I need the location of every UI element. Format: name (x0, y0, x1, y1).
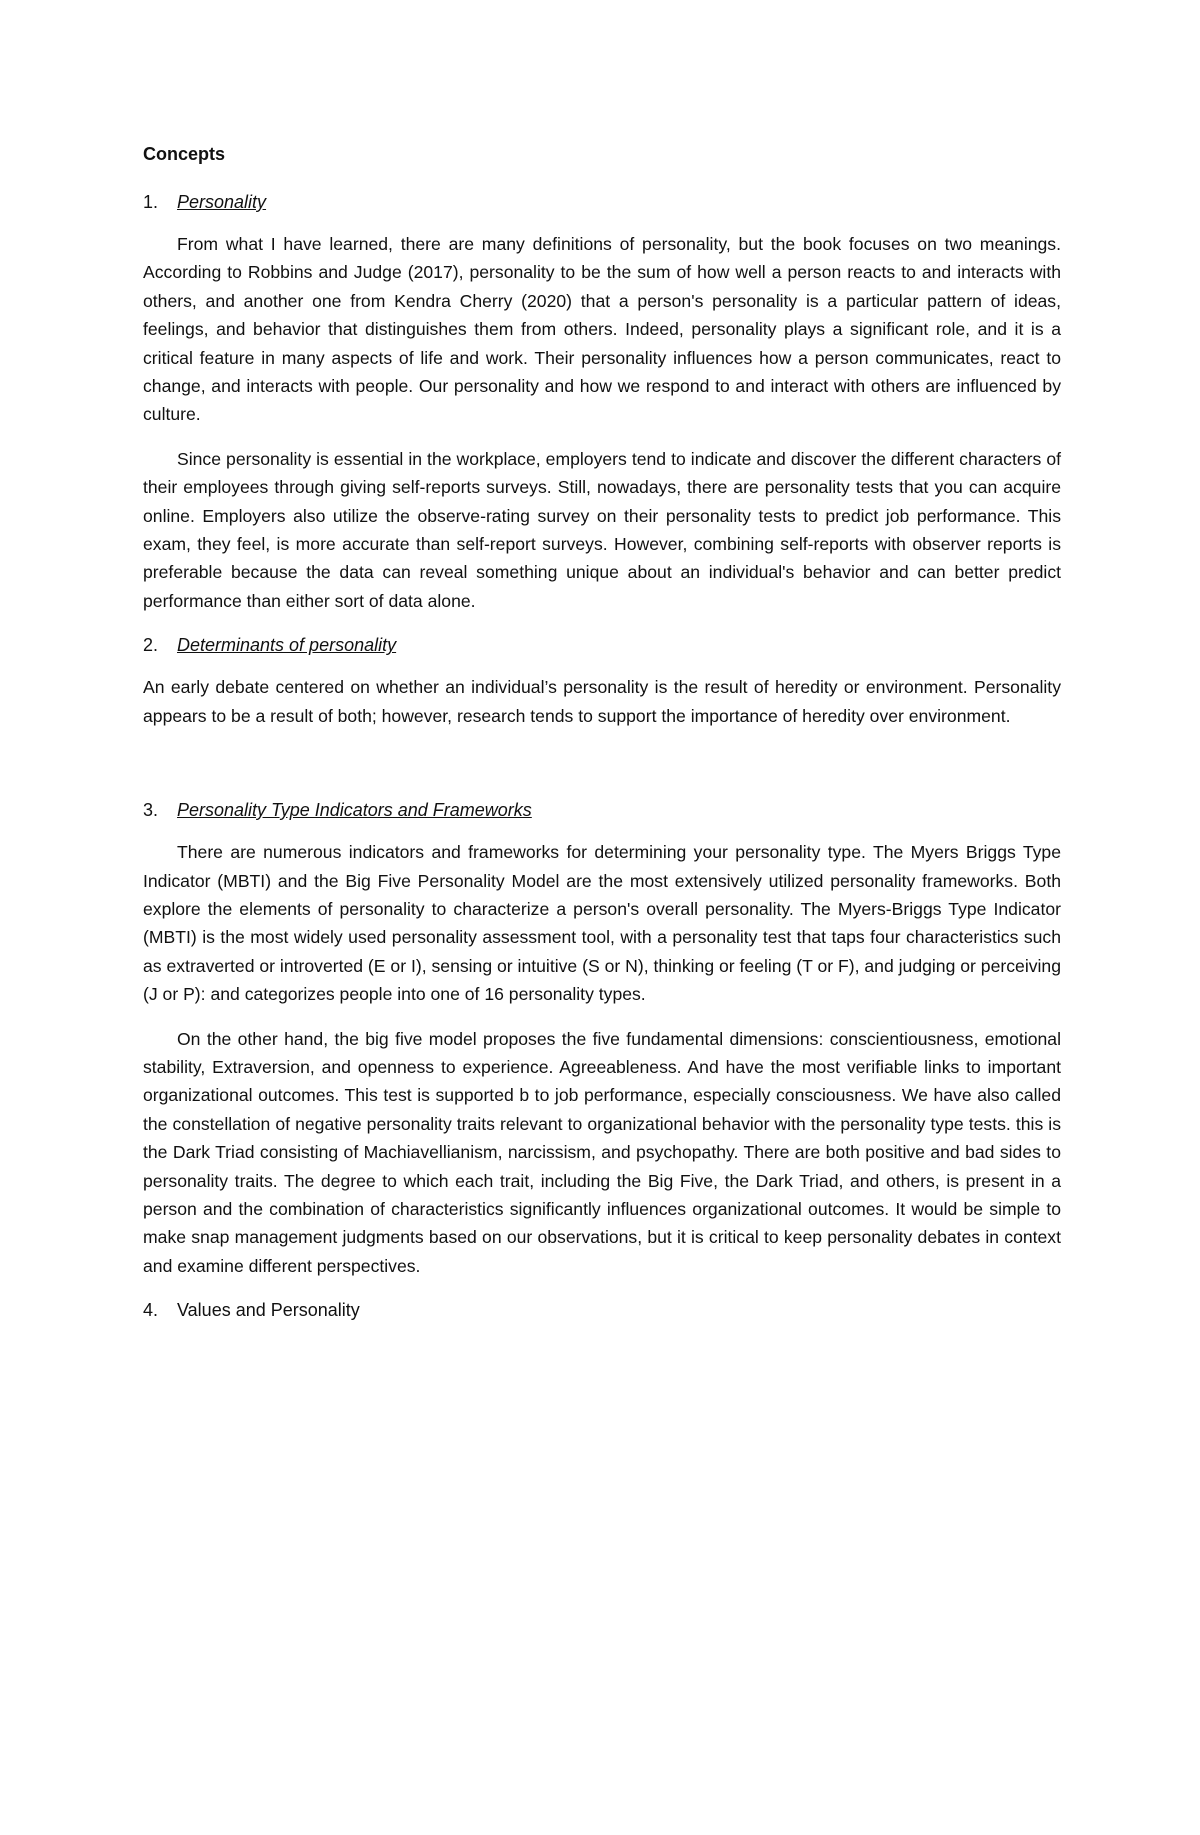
paragraph-big-five: On the other hand, the big five model proposes the five fundamental dimensions: conscientiousness, emotional stability, Extraversion, and openness to experience. Agreeableness. And have the most verifiable links to important organizational outcomes. This test is supported b to job performance, especially consciousness. We have also called the constellation of negative personality traits relevant to organizational behavior with the personality type tests. this is the Dark Triad consisting of Machiavellianism, narcissism, and psychopathy. There are both positive and bad sides to personality traits. The degree to which each trait, including the Big Five, the Dark Triad, and others, is present in a person and the combination of characteristics significantly influences organizational outcomes. It would be simple to make snap management judgments based on our observations, but it is critical to keep personality debates in context and examine different perspectives. (143, 1028, 1061, 1276)
paragraph-personality-definitions: From what I have learned, there are many definitions of personality, but the book focuses on two meanings. According to Robbins and Judge (2017), personality to be the sum of how well a person reacts to and interacts with others, and another one from Kendra Cherry (2020) that a person's personality is a particular pattern of ideas, feelings, and behavior that distinguishes them from others. Indeed, personality plays a significant role, and it is a critical feature in many aspects of life and work. Their personality influences how a person communicates, react to change, and interacts with people. Our personality and how we respond to and interact with others are influenced by culture. (143, 234, 1061, 425)
document-page (143, 140, 1061, 1338)
paragraph-personality-workplace: Since personality is essential in the workplace, employers tend to indicate and discover the different characters of their employees through giving self-reports surveys. Still, nowadays, there are personality tests that you can acquire online. Employers also utilize the observe-rating survey on their personality tests to predict job performance. This exam, they feel, is more accurate than self-report surveys. However, combining self-reports with observer reports is preferable because the data can reveal something unique about an individual's behavior and can better predict performance than either sort of data alone. (143, 448, 1061, 611)
section-number: 2. (143, 635, 159, 656)
section-number: 3. (143, 800, 159, 821)
document-heading: Concepts (143, 144, 226, 164)
section-title-text: Values and Personality (177, 1300, 360, 1321)
section-number: 1. (143, 192, 159, 212)
section-title-text: Determinants of personality (177, 635, 397, 656)
section-title-personality (143, 188, 1061, 216)
spacer (143, 746, 1061, 796)
section-title-values (143, 1296, 1061, 1324)
paragraph-determinants: An early debate centered on whether an individual’s personality is the result of heredity or environment. Personality appears to be a result of both; however, research tends to support the importance of heredity over environment. (143, 677, 1061, 726)
section-title-type-indicators (143, 796, 1061, 824)
section-title-determinants (143, 631, 1061, 659)
paragraph-mbti: There are numerous indicators and frameworks for determining your personality type. The Myers Briggs Type Indicator (MBTI) and the Big Five Personality Model are the most extensively utilized personality frameworks. Both explore the elements of personality to characterize a person's overall personality. The Myers-Briggs Type Indicator (MBTI) is the most widely used personality assessment tool, with a personality test that taps four characteristics such as extraverted or introverted (E or I), sensing or intuitive (S or N), thinking or feeling (T or F), and judging or perceiving (J or P): and categorizes people into one of 16 personality types. (143, 842, 1061, 1005)
section-title-text: Personality Type Indicators and Frameworks (177, 800, 532, 821)
section-number: 4. (143, 1300, 159, 1321)
section-title-text: Personality (177, 192, 267, 212)
